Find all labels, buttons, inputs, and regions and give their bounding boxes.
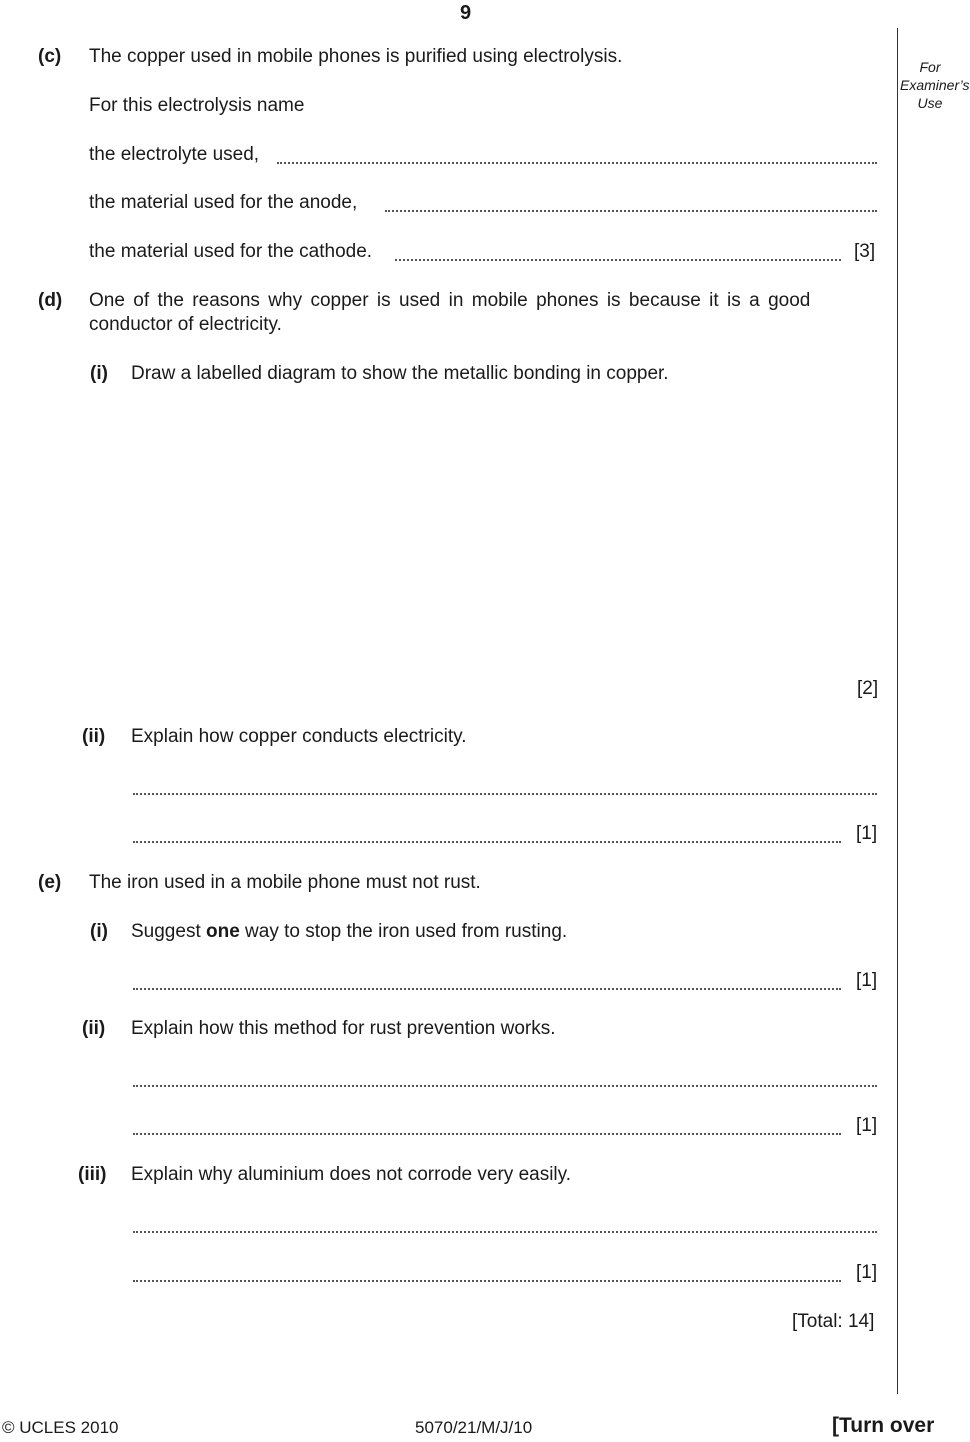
examiner-margin-rule xyxy=(897,28,898,1394)
footer-turn-over: [Turn over xyxy=(832,1414,935,1437)
question-e-label: (e) xyxy=(38,872,62,893)
question-d-intro-line2: conductor of electricity. xyxy=(89,314,282,335)
answer-line-e-i[interactable] xyxy=(133,985,841,990)
answer-line-e-iii-2[interactable] xyxy=(133,1277,841,1282)
question-c-prompt: For this electrolysis name xyxy=(89,95,305,116)
question-e-i-mark: [1] xyxy=(856,970,878,991)
question-e-ii-mark: [1] xyxy=(856,1115,878,1136)
diagram-drawing-area[interactable] xyxy=(131,400,877,670)
page-number: 9 xyxy=(460,2,472,24)
question-d-ii-mark: [1] xyxy=(856,823,878,844)
answer-line-anode[interactable] xyxy=(385,207,877,212)
question-e-i-label: (i) xyxy=(90,921,108,942)
question-d-i-label: (i) xyxy=(90,363,108,384)
emphasis-one: one xyxy=(206,921,240,942)
answer-line-d-ii-2[interactable] xyxy=(133,838,841,843)
total-marks: [Total: 14] xyxy=(792,1311,875,1332)
question-d-i-text: Draw a labelled diagram to show the metallic bonding in copper. xyxy=(131,363,669,384)
answer-line-d-ii-1[interactable] xyxy=(133,790,877,795)
question-e-intro: The iron used in a mobile phone must not rust. xyxy=(89,872,481,893)
question-c-cathode-text: the material used for the cathode. xyxy=(89,241,373,262)
footer-paper-code: 5070/21/M/J/10 xyxy=(415,1418,533,1437)
question-d-ii-label: (ii) xyxy=(82,726,106,747)
answer-line-cathode[interactable] xyxy=(395,256,841,261)
question-d-label: (d) xyxy=(38,290,63,311)
question-e-iii-label: (iii) xyxy=(78,1164,107,1185)
question-e-ii-label: (ii) xyxy=(82,1018,106,1039)
examiner-use-label: For Examiner’s Use xyxy=(900,59,970,111)
answer-line-e-iii-1[interactable] xyxy=(133,1228,877,1233)
question-e-i-text: Suggest one way to stop the iron used from rusting. xyxy=(131,921,568,942)
footer-copyright: © UCLES 2010 xyxy=(2,1418,119,1437)
question-c-electrolyte-text: the electrolyte used, xyxy=(89,144,260,165)
answer-line-electrolyte[interactable] xyxy=(277,159,877,164)
question-d-ii-text: Explain how copper conducts electricity. xyxy=(131,726,467,747)
question-d-intro-line1: One of the reasons why copper is used in mobile phones is because it is a good xyxy=(89,290,811,311)
question-c-label: (c) xyxy=(38,46,62,67)
question-e-ii-text: Explain how this method for rust prevention works. xyxy=(131,1018,556,1039)
answer-line-e-ii-2[interactable] xyxy=(133,1130,841,1135)
question-c-anode-text: the material used for the anode, xyxy=(89,192,358,213)
question-d-i-mark: [2] xyxy=(857,678,879,699)
question-e-iii-text: Explain why aluminium does not corrode very easily. xyxy=(131,1164,572,1185)
question-e-iii-mark: [1] xyxy=(856,1262,878,1283)
answer-line-e-ii-1[interactable] xyxy=(133,1082,877,1087)
question-c-mark: [3] xyxy=(854,241,876,262)
question-c-intro: The copper used in mobile phones is purified using electrolysis. xyxy=(89,46,623,67)
